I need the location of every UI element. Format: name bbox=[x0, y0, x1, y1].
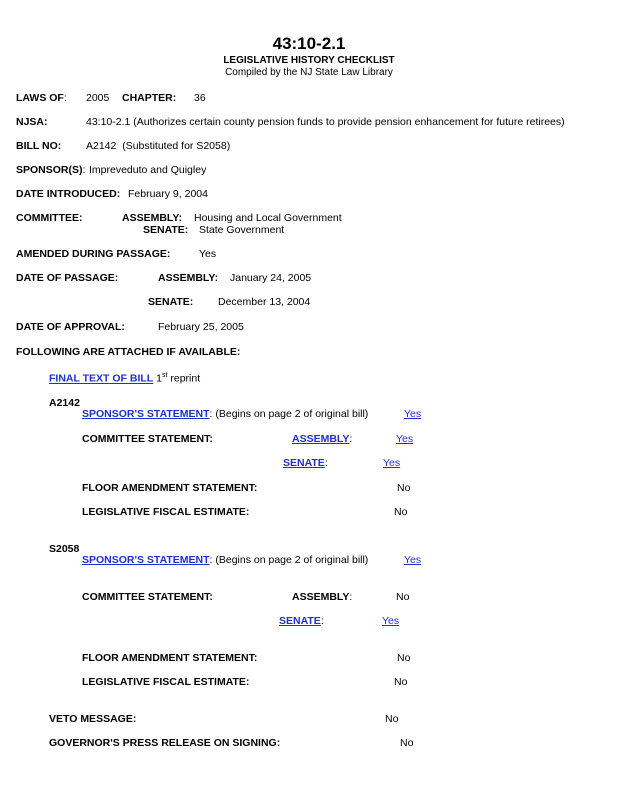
a2142-senate-row bbox=[283, 457, 328, 469]
a2142-sponsor-row bbox=[82, 408, 368, 420]
laws-of-value: 2005 bbox=[86, 92, 110, 104]
s2058-senate-yes-link[interactable]: Yes bbox=[382, 615, 400, 627]
laws-of-label: LAWS OF bbox=[16, 92, 64, 104]
press-release-value: No bbox=[400, 737, 414, 749]
page-title: 43:10-2.1 bbox=[272, 34, 346, 53]
press-release-label: GOVERNOR'S PRESS RELEASE ON SIGNING: bbox=[49, 737, 281, 749]
njsa-value: 43:10-2.1 (Authorizes certain county pension funds to provide pension enhancement for future retirees) bbox=[86, 116, 565, 128]
sponsors-value: Impreveduto and Quigley bbox=[89, 164, 207, 176]
a2142-assembly-row bbox=[292, 433, 352, 445]
s2058-sponsor-yes-link[interactable]: Yes bbox=[404, 554, 422, 566]
final-text-of-bill-link[interactable]: FINAL TEXT OF BILL bbox=[49, 372, 154, 385]
s2058-sponsor-row bbox=[82, 554, 368, 566]
a2142-fiscal-value: No bbox=[394, 506, 408, 518]
a2142-sponsor-note: : (Begins on page 2 of original bill) bbox=[209, 408, 369, 420]
a2142-senate-colon: : bbox=[324, 457, 328, 469]
date-of-approval-value: February 25, 2005 bbox=[158, 321, 244, 333]
a2142-heading: A2142 bbox=[49, 397, 80, 409]
veto-message-value: No bbox=[385, 713, 399, 725]
reprint-ordinal: st bbox=[161, 372, 168, 379]
s2058-floor-value: No bbox=[397, 652, 411, 664]
s2058-fiscal-label: LEGISLATIVE FISCAL ESTIMATE: bbox=[82, 676, 250, 688]
passage-assembly-label: ASSEMBLY: bbox=[158, 272, 219, 284]
s2058-floor-label: FLOOR AMENDMENT STATEMENT: bbox=[82, 652, 258, 664]
attached-heading: FOLLOWING ARE ATTACHED IF AVAILABLE: bbox=[16, 346, 241, 358]
a2142-committee-label: COMMITTEE STATEMENT: bbox=[82, 433, 213, 445]
passage-senate-value: December 13, 2004 bbox=[218, 296, 311, 308]
s2058-sponsor-statement-link[interactable]: SPONSOR'S STATEMENT bbox=[82, 554, 210, 566]
chapter-value: 36 bbox=[194, 92, 206, 104]
sponsors-label: SPONSOR(S) bbox=[16, 164, 83, 176]
bill-no-value bbox=[86, 140, 230, 152]
s2058-senate-row bbox=[279, 615, 324, 627]
document-subtitle: LEGISLATIVE HISTORY CHECKLIST bbox=[223, 55, 395, 66]
s2058-senate-colon: : bbox=[320, 615, 324, 627]
date-introduced-value: February 9, 2004 bbox=[128, 188, 208, 200]
final-text-row bbox=[49, 372, 200, 385]
committee-senate-label: SENATE: bbox=[143, 224, 189, 236]
a2142-assembly-colon: : bbox=[349, 433, 353, 445]
a2142-assembly-link[interactable]: ASSEMBLY bbox=[292, 433, 350, 445]
date-of-approval-label: DATE OF APPROVAL: bbox=[16, 321, 125, 333]
laws-of-colon: : bbox=[63, 92, 67, 104]
a2142-floor-label: FLOOR AMENDMENT STATEMENT: bbox=[82, 482, 258, 494]
s2058-assembly-row bbox=[292, 591, 352, 603]
s2058-committee-label: COMMITTEE STATEMENT: bbox=[82, 591, 213, 603]
amended-label: AMENDED DURING PASSAGE: bbox=[16, 248, 171, 260]
s2058-fiscal-value: No bbox=[394, 676, 408, 688]
laws-of-row bbox=[16, 92, 67, 104]
s2058-assembly-value: No bbox=[396, 591, 410, 603]
s2058-sponsor-note: : (Begins on page 2 of original bill) bbox=[209, 554, 369, 566]
reprint-text: reprint bbox=[167, 372, 201, 385]
bill-number: A2142 bbox=[86, 140, 117, 152]
a2142-sponsor-statement-link[interactable]: SPONSOR'S STATEMENT bbox=[82, 408, 210, 420]
chapter-label: CHAPTER: bbox=[122, 92, 177, 104]
a2142-sponsor-yes-link[interactable]: Yes bbox=[404, 408, 422, 420]
date-introduced-label: DATE INTRODUCED: bbox=[16, 188, 121, 200]
s2058-heading: S2058 bbox=[49, 543, 80, 555]
reprint-number: 1 bbox=[156, 372, 162, 385]
a2142-assembly-yes-link[interactable]: Yes bbox=[396, 433, 414, 445]
s2058-assembly-colon: : bbox=[349, 591, 353, 603]
sponsors-row bbox=[16, 164, 85, 176]
date-of-passage-label: DATE OF PASSAGE: bbox=[16, 272, 119, 284]
bill-substitution-note: (Substituted for S2058) bbox=[122, 140, 231, 152]
sponsors-colon: : bbox=[82, 164, 86, 176]
a2142-senate-yes-link[interactable]: Yes bbox=[383, 457, 401, 469]
passage-senate-label: SENATE: bbox=[148, 296, 194, 308]
a2142-floor-value: No bbox=[397, 482, 411, 494]
compiled-by: Compiled by the NJ State Law Library bbox=[225, 67, 393, 78]
bill-no-label: BILL NO: bbox=[16, 140, 62, 152]
a2142-senate-link[interactable]: SENATE bbox=[283, 457, 325, 469]
committee-senate-value: State Government bbox=[199, 224, 285, 236]
passage-assembly-value: January 24, 2005 bbox=[230, 272, 312, 284]
amended-value: Yes bbox=[199, 248, 217, 260]
veto-message-label: VETO MESSAGE: bbox=[49, 713, 137, 725]
s2058-assembly-label: ASSEMBLY bbox=[292, 591, 350, 603]
s2058-senate-link[interactable]: SENATE bbox=[279, 615, 321, 627]
njsa-label: NJSA: bbox=[16, 116, 48, 128]
committee-label: COMMITTEE: bbox=[16, 212, 83, 224]
committee-assembly-value: Housing and Local Government bbox=[194, 212, 342, 224]
a2142-fiscal-label: LEGISLATIVE FISCAL ESTIMATE: bbox=[82, 506, 250, 518]
committee-assembly-label: ASSEMBLY: bbox=[122, 212, 183, 224]
